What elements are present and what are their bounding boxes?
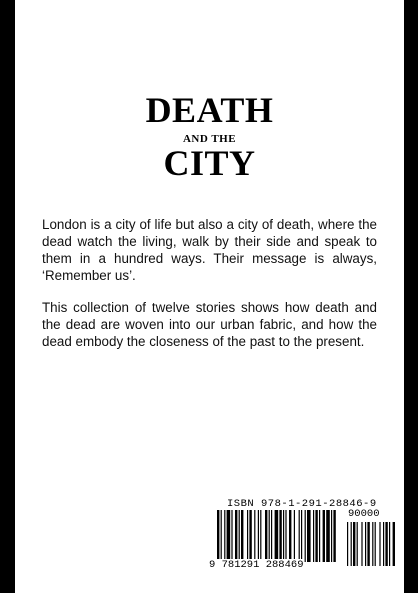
barcode-addon-bar (353, 522, 355, 566)
blurb-paragraph-2: This collection of twelve stories shows how death and the dead are woven into our urban fabric, and how the dead embody the closeness of the past to the present. (42, 300, 377, 349)
barcode-bar (241, 510, 243, 562)
barcode-bar (285, 510, 286, 562)
barcode-addon-bar (375, 522, 376, 566)
book-back-cover (15, 0, 404, 593)
barcode-bar (307, 510, 311, 562)
isbn-label: ISBN 978-1-291-28846-9 (227, 498, 377, 510)
title-line-and-the: AND THE (182, 133, 237, 145)
blurb-text (42, 216, 377, 365)
barcode-bar (269, 510, 270, 562)
barcode-addon-bar (383, 522, 384, 566)
barcode-bar (333, 510, 335, 562)
price-code: 90000 (348, 508, 380, 520)
barcode-addon-bar (385, 522, 387, 566)
barcode-bar (265, 510, 267, 562)
barcode-bar (254, 510, 255, 562)
barcode-bar (221, 510, 222, 562)
barcode-addon-bar (365, 522, 366, 566)
title-line-city: CITY (163, 143, 256, 183)
barcode-bar (239, 510, 240, 562)
barcode-addon-bar (347, 522, 348, 566)
barcode-bar (315, 510, 317, 562)
barcode-addon-bar (393, 522, 395, 566)
barcode-bar (227, 510, 231, 562)
barcode-bar (299, 510, 300, 562)
barcode-bar (326, 510, 330, 562)
barcode-bar (305, 510, 306, 562)
barcode-bar (271, 510, 272, 562)
book-title (15, 92, 404, 181)
barcode-addon-bar (372, 522, 373, 566)
barcode-addon-bar (389, 522, 390, 566)
barcode-bars (209, 510, 395, 566)
barcode-bar (289, 510, 291, 562)
title-line-death: DEATH (145, 90, 274, 130)
barcode-bar (224, 510, 225, 562)
barcode-bar (217, 510, 219, 562)
barcode-addon-bar (361, 522, 362, 566)
isbn-barcode (209, 498, 395, 572)
barcode-bar (260, 510, 261, 562)
barcode-bar (247, 510, 248, 562)
barcode-addon-bar (351, 522, 352, 566)
barcode-bar (294, 510, 295, 562)
barcode-bar (249, 510, 251, 562)
barcode-bar (301, 510, 302, 562)
barcode-bar (331, 510, 332, 562)
barcode-bar (258, 510, 259, 562)
barcode-addon-bar (379, 522, 380, 566)
barcode-bar (319, 510, 320, 562)
barcode-digits: 9 781291 288469 (209, 559, 304, 571)
barcode-addon-bar (367, 522, 369, 566)
blurb-paragraph-1: London is a city of life but also a city of death, where the dead watch the living, walk by their side and speak to them in a hundred ways. Their message is always, ‘Remember us’. (42, 217, 377, 283)
barcode-bar (279, 510, 281, 562)
barcode-bar (283, 510, 284, 562)
barcode-bar (231, 510, 232, 562)
barcode-bar (235, 510, 237, 562)
barcode-bar (275, 510, 279, 562)
barcode-bar (323, 510, 325, 562)
barcode-addon-bar (357, 522, 358, 566)
barcode-bar (313, 510, 314, 562)
